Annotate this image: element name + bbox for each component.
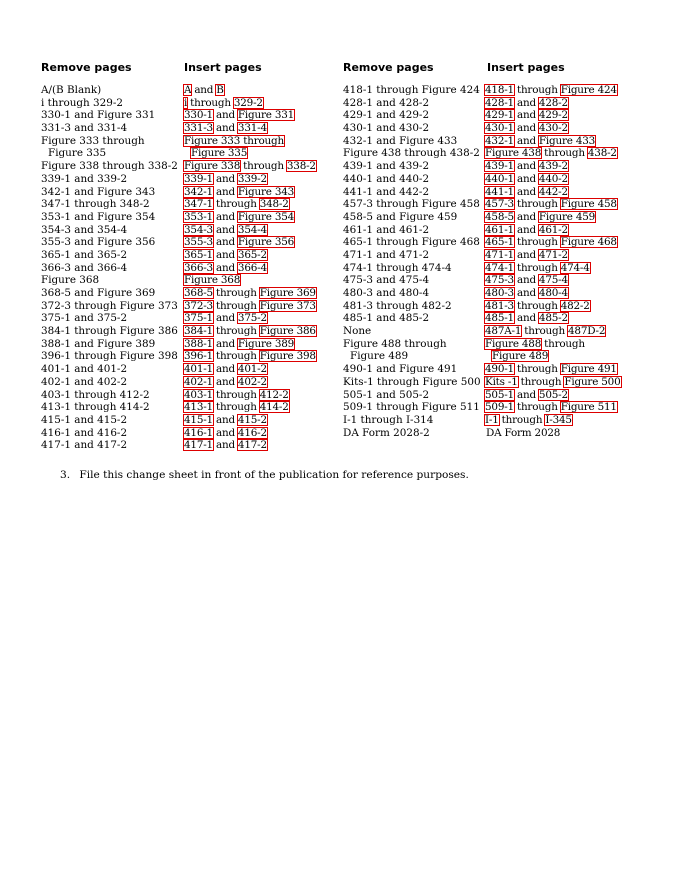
page-link[interactable]: Figure 468	[560, 236, 617, 249]
page-link[interactable]: 475-4	[538, 274, 568, 287]
page-link[interactable]: 439-1	[485, 160, 514, 173]
remove-pages-entry: 471-1 and 471-2	[343, 248, 430, 261]
connector-text: through	[215, 401, 257, 414]
remove-pages-entry: 428-1 and 428-2	[343, 96, 430, 109]
insert-pages-entry	[484, 427, 622, 440]
insert-pages-entry	[183, 224, 317, 237]
insert-pages-entry	[484, 262, 622, 275]
insert-pages-entry	[484, 376, 622, 389]
page-link[interactable]: 368-5	[184, 287, 213, 299]
insert-pages-entry	[484, 414, 622, 427]
remove-pages-entry: 430-1 and 430-2	[343, 122, 430, 135]
instruction-note	[60, 469, 469, 481]
page-link[interactable]: 475-3	[485, 274, 514, 287]
connector-text: and	[516, 96, 536, 109]
page-link[interactable]: 366-3	[184, 261, 213, 274]
connector-text: through	[215, 198, 257, 211]
page-link[interactable]: Figure 459	[538, 210, 596, 223]
page-link[interactable]: 401-1	[184, 363, 213, 376]
remove-pages-entry: 401-1 and 401-2	[41, 363, 128, 376]
page-link[interactable]: Figure 373	[259, 299, 316, 312]
right-insert-column	[484, 84, 622, 439]
remove-pages-entry: Figure 338 through 338-2	[41, 160, 178, 173]
remove-pages-entry: A/(B Blank)	[41, 84, 102, 96]
insert-pages-entry	[484, 224, 622, 237]
page-link[interactable]: Figure 386	[259, 325, 316, 338]
remove-pages-entry: None	[343, 325, 372, 338]
insert-pages-entry	[183, 414, 317, 427]
remove-pages-entry: 355-3 and Figure 356	[41, 236, 156, 249]
page-link[interactable]: 480-4	[538, 287, 568, 299]
connector-text: through	[524, 325, 565, 338]
connector-text: through	[516, 198, 558, 211]
page-link[interactable]: 442-2	[538, 185, 568, 198]
page-link[interactable]: 338-2	[286, 160, 316, 173]
page-link[interactable]: Figure 438	[485, 147, 542, 160]
page-link[interactable]: 375-2	[237, 312, 267, 325]
remove-pages-entry: 353-1 and Figure 354	[41, 210, 156, 223]
page-link[interactable]: 416-2	[237, 426, 267, 439]
page-link[interactable]: 342-1	[184, 185, 213, 198]
page-link[interactable]: Figure 331	[237, 109, 295, 122]
connector-text: and	[215, 109, 235, 122]
remove-pages-entry: 403-1 through 412-2	[41, 388, 150, 401]
remove-pages-entry: 416-1 and 416-2	[41, 426, 128, 439]
connector-text: and	[516, 185, 536, 198]
page-link[interactable]: Figure 458	[560, 198, 617, 211]
page-link[interactable]: 339-1	[184, 172, 213, 185]
page-link[interactable]: 412-2	[259, 388, 289, 401]
page-link[interactable]: 401-2	[237, 363, 267, 376]
insert-pages-header-left: Insert pages	[184, 61, 262, 74]
insert-pages-entry	[484, 122, 622, 135]
remove-pages-header-right: Remove pages	[343, 61, 434, 74]
remove-pages-entry: 331-3 and 331-4	[41, 122, 128, 135]
page-link[interactable]: 440-2	[538, 172, 568, 185]
page-link[interactable]: 415-1	[184, 413, 213, 426]
page-link[interactable]: 403-1	[184, 388, 213, 401]
connector-text: and	[215, 185, 235, 198]
connector-text: through	[516, 261, 558, 274]
remove-pages-entry: 347-1 through 348-2	[41, 198, 150, 211]
insert-pages-header-right: Insert pages	[487, 61, 565, 74]
connector-text: and	[215, 122, 235, 135]
remove-pages-entry: 375-1 and 375-2	[41, 312, 128, 325]
remove-pages-entry: 432-1 and Figure 433	[343, 134, 458, 147]
left-insert-column	[183, 84, 317, 452]
page-link[interactable]: 417-1	[184, 439, 213, 452]
remove-pages-entry: i through 329-2	[41, 96, 124, 109]
page-link[interactable]: 416-1	[184, 426, 213, 439]
connector-text: and	[516, 122, 536, 135]
page-link[interactable]: 331-3	[184, 122, 213, 135]
page-link[interactable]: 413-1	[184, 401, 213, 414]
remove-pages-entry: 490-1 and Figure 491	[343, 363, 458, 376]
connector-text: and	[516, 388, 536, 401]
page-link[interactable]: Figure 368	[184, 274, 241, 287]
insert-pages-entry	[484, 300, 622, 313]
page-link[interactable]: I-345	[545, 413, 572, 426]
page-link[interactable]: i	[184, 96, 188, 109]
insert-pages-entry	[484, 401, 622, 414]
remove-pages-entry: 342-1 and Figure 343	[41, 185, 156, 198]
page-link[interactable]: 482-2	[560, 299, 590, 312]
insert-pages-entry	[183, 84, 317, 97]
insert-pages-entry	[183, 312, 317, 325]
remove-pages-entry: Figure 488 through	[343, 337, 447, 350]
page-link[interactable]: 429-2	[538, 109, 568, 122]
insert-pages-entry	[183, 122, 317, 135]
page-link[interactable]: 471-2	[538, 248, 568, 261]
connector-text: and	[215, 261, 235, 274]
insert-pages-entry	[484, 135, 622, 148]
page-link[interactable]: 428-2	[538, 96, 568, 109]
connector-text: and	[516, 172, 536, 185]
insert-pages-entry	[183, 262, 317, 275]
insert-pages-entry	[484, 147, 622, 160]
insert-pages-entry	[484, 287, 622, 300]
page-link[interactable]: 330-1	[184, 109, 213, 122]
insert-pages-entry	[183, 135, 317, 148]
remove-pages-entry: 413-1 through 414-2	[41, 401, 150, 414]
insert-pages-entry	[484, 173, 622, 186]
page-link[interactable]: Figure 343	[237, 185, 295, 198]
remove-pages-entry: 509-1 through Figure 511	[343, 401, 480, 414]
remove-pages-entry: 481-3 through 482-2	[343, 299, 452, 312]
insert-pages-entry	[183, 211, 317, 224]
page-link[interactable]: 480-3	[485, 287, 514, 299]
page-link[interactable]: 348-2	[259, 198, 289, 211]
page-link[interactable]: 487A-1	[485, 325, 522, 338]
connector-text: through	[215, 388, 257, 401]
page-link[interactable]: Figure 333 through	[184, 134, 284, 147]
page-link[interactable]: Figure 369	[259, 287, 316, 299]
insert-pages-entry	[484, 350, 622, 363]
connector-text: and	[215, 375, 235, 388]
insert-pages-entry	[183, 186, 317, 199]
page-link[interactable]: 432-1	[485, 134, 514, 147]
page-link[interactable]: 354-4	[237, 223, 267, 236]
page-link[interactable]: 414-2	[259, 401, 289, 414]
remove-pages-entry: 384-1 through Figure 386	[41, 325, 178, 338]
page-link[interactable]: Figure 354	[237, 210, 295, 223]
page-link[interactable]: Figure 491	[560, 363, 617, 376]
remove-pages-entry: 396-1 through Figure 398	[41, 350, 178, 363]
connector-text: DA Form 2028	[486, 426, 561, 439]
connector-text: and	[215, 439, 235, 452]
instruction-text: File this change sheet in front of the publication for reference purposes.	[79, 469, 469, 481]
insert-pages-entry	[183, 376, 317, 389]
remove-pages-entry: Kits-1 through Figure 500	[343, 375, 481, 388]
connector-text: and	[215, 172, 235, 185]
connector-text: and	[215, 236, 235, 249]
connector-text: and	[215, 248, 235, 261]
remove-pages-entry: 465-1 through Figure 468	[343, 236, 480, 249]
connector-text: and	[516, 109, 536, 122]
page-link[interactable]: Figure 398	[259, 350, 316, 363]
page-link[interactable]: 355-3	[184, 236, 213, 249]
page-link[interactable]: 509-1	[485, 401, 514, 414]
connector-text: through	[516, 363, 558, 376]
insert-pages-entry	[484, 274, 622, 287]
connector-text: through	[516, 299, 558, 312]
page-link[interactable]: Figure 433	[538, 134, 596, 147]
connector-text: through	[516, 401, 558, 414]
remove-pages-entry: 402-1 and 402-2	[41, 375, 128, 388]
insert-pages-entry	[183, 97, 317, 110]
connector-text: through	[215, 350, 257, 363]
remove-pages-header-left: Remove pages	[41, 61, 132, 74]
page-link[interactable]: 465-1	[485, 236, 514, 249]
page-link[interactable]: B	[216, 84, 224, 96]
page-link[interactable]: 353-1	[184, 210, 213, 223]
page-link[interactable]: 402-1	[184, 375, 213, 388]
page-link[interactable]: 461-1	[485, 223, 514, 236]
connector-text: through	[501, 413, 543, 426]
page-link[interactable]: 339-2	[237, 172, 267, 185]
right-remove-column	[343, 84, 481, 439]
insert-pages-entry	[183, 389, 317, 402]
page-link[interactable]: 329-2	[233, 96, 263, 109]
insert-pages-entry	[183, 363, 317, 376]
connector-text: and	[215, 210, 235, 223]
connector-text: through	[243, 160, 284, 173]
remove-pages-entry: 485-1 and 485-2	[343, 312, 430, 325]
page-link[interactable]: 388-1	[184, 337, 213, 350]
insert-pages-entry	[484, 160, 622, 173]
page-link[interactable]: 428-1	[485, 96, 514, 109]
connector-text: and	[516, 223, 536, 236]
remove-pages-entry: 368-5 and Figure 369	[41, 287, 156, 299]
insert-pages-entry	[484, 338, 622, 351]
remove-pages-entry: 339-1 and 339-2	[41, 172, 128, 185]
remove-pages-entry: 457-3 through Figure 458	[343, 198, 480, 211]
page-link[interactable]: Figure 500	[564, 375, 621, 388]
remove-pages-entry: 388-1 and Figure 389	[41, 337, 156, 350]
insert-pages-entry	[183, 350, 317, 363]
remove-pages-entry: 415-1 and 415-2	[41, 413, 128, 426]
remove-pages-entry: 429-1 and 429-2	[343, 109, 430, 122]
remove-pages-entry: 330-1 and Figure 331	[41, 109, 156, 122]
page-link[interactable]: 384-1	[184, 325, 213, 338]
left-remove-column	[41, 84, 178, 452]
insert-pages-entry	[183, 338, 317, 351]
remove-pages-entry: 439-1 and 439-2	[343, 160, 430, 173]
page-link[interactable]: 375-1	[184, 312, 213, 325]
connector-text: and	[516, 160, 536, 173]
page-link[interactable]: 474-1	[485, 261, 514, 274]
page-link[interactable]: 461-2	[538, 223, 568, 236]
page-link[interactable]: Figure 356	[237, 236, 295, 249]
page-link[interactable]: 415-2	[237, 413, 267, 426]
insert-pages-entry	[484, 186, 622, 199]
remove-pages-entry: Figure 335	[48, 147, 107, 160]
insert-pages-entry	[484, 249, 622, 262]
connector-text: and	[516, 248, 536, 261]
page-link[interactable]: Figure 338	[184, 160, 241, 173]
connector-text: through	[215, 325, 257, 338]
insert-pages-entry	[484, 84, 622, 97]
page-link[interactable]: Figure 389	[237, 337, 295, 350]
connector-text: through	[516, 84, 558, 96]
remove-pages-entry: 440-1 and 440-2	[343, 172, 430, 185]
remove-pages-entry: Figure 368	[41, 274, 100, 287]
connector-text: and	[215, 363, 235, 376]
insert-pages-entry	[484, 211, 622, 224]
insert-pages-entry	[183, 325, 317, 338]
insert-pages-entry	[183, 173, 317, 186]
page-link[interactable]: 458-5	[485, 210, 514, 223]
page-link[interactable]: 474-4	[560, 261, 590, 274]
insert-pages-entry	[183, 160, 317, 173]
page-link[interactable]: 347-1	[184, 198, 213, 211]
insert-pages-entry	[183, 274, 317, 287]
page-link[interactable]: A	[184, 84, 192, 96]
insert-pages-entry	[183, 147, 317, 160]
insert-pages-entry	[484, 389, 622, 402]
remove-pages-entry: Figure 333 through	[41, 134, 145, 147]
connector-text: through	[520, 375, 562, 388]
page-link[interactable]: 365-1	[184, 248, 213, 261]
page-link[interactable]: 429-1	[485, 109, 514, 122]
connector-text: through	[544, 147, 585, 160]
connector-text: and	[194, 84, 214, 96]
connector-text: through	[215, 299, 257, 312]
connector-text: and	[516, 287, 536, 299]
page-link[interactable]: 487D-2	[568, 325, 606, 338]
page-link[interactable]: 505-2	[538, 388, 568, 401]
page-link[interactable]: 485-2	[538, 312, 568, 325]
remove-pages-entry: 372-3 through Figure 373	[41, 299, 178, 312]
page-link[interactable]: 505-1	[485, 388, 514, 401]
page-link[interactable]: Figure 488	[485, 337, 542, 350]
page-link[interactable]: 471-1	[485, 248, 514, 261]
remove-pages-entry: 365-1 and 365-2	[41, 248, 128, 261]
page-link[interactable]: 485-1	[485, 312, 514, 325]
page-link[interactable]: 354-3	[184, 223, 213, 236]
page-link[interactable]: 417-2	[237, 439, 267, 452]
page-link[interactable]: Figure 489	[492, 350, 549, 363]
page-link[interactable]: 430-2	[538, 122, 568, 135]
insert-pages-entry	[484, 325, 622, 338]
page-link[interactable]: 402-2	[237, 375, 267, 388]
connector-text: and	[215, 337, 235, 350]
page-link[interactable]: 440-1	[485, 172, 514, 185]
page-link[interactable]: 457-3	[485, 198, 514, 211]
insert-pages-entry	[484, 312, 622, 325]
insert-pages-entry	[484, 198, 622, 211]
connector-text: through	[215, 287, 257, 299]
insert-pages-entry	[183, 439, 317, 452]
connector-text: and	[516, 210, 536, 223]
remove-pages-entry: 474-1 through 474-4	[343, 261, 452, 274]
connector-text: and	[516, 134, 536, 147]
remove-pages-entry: 417-1 and 417-2	[41, 439, 128, 452]
page-link[interactable]: Figure 511	[560, 401, 617, 414]
page-link[interactable]: 331-4	[237, 122, 267, 135]
remove-pages-entry: 475-3 and 475-4	[343, 274, 430, 287]
connector-text: through	[516, 236, 558, 249]
page-link[interactable]: 430-1	[485, 122, 514, 135]
insert-pages-entry	[484, 236, 622, 249]
remove-pages-entry: I-1 through I-314	[343, 413, 434, 426]
page-link[interactable]: Figure 335	[191, 147, 248, 160]
connector-text: and	[215, 223, 235, 236]
insert-pages-entry	[484, 97, 622, 110]
remove-pages-entry: 354-3 and 354-4	[41, 223, 128, 236]
remove-pages-entry: 480-3 and 480-4	[343, 287, 430, 299]
connector-text: and	[516, 312, 536, 325]
remove-pages-entry: Figure 438 through 438-2	[343, 147, 480, 160]
page-link[interactable]: 418-1	[485, 84, 514, 96]
remove-pages-entry: 366-3 and 366-4	[41, 261, 128, 274]
page-link[interactable]: 439-2	[538, 160, 568, 173]
connector-text: and	[516, 274, 536, 287]
connector-text: and	[215, 426, 235, 439]
instruction-number: 3.	[60, 469, 71, 481]
insert-pages-entry	[183, 198, 317, 211]
page-link[interactable]: I-1	[485, 413, 499, 426]
remove-pages-entry: 505-1 and 505-2	[343, 388, 430, 401]
connector-text: and	[215, 312, 235, 325]
remove-pages-entry: DA Form 2028-2	[343, 426, 430, 439]
insert-pages-entry	[484, 109, 622, 122]
page-link[interactable]: 366-4	[237, 261, 267, 274]
insert-pages-entry	[183, 300, 317, 313]
page-link[interactable]: 441-1	[485, 185, 514, 198]
insert-pages-entry	[183, 287, 317, 300]
insert-pages-entry	[183, 249, 317, 262]
page-link[interactable]: Kits -1	[485, 375, 518, 388]
connector-text: through	[544, 337, 585, 350]
connector-text: through	[190, 96, 231, 109]
page-link[interactable]: Figure 424	[560, 84, 617, 96]
remove-pages-entry: 418-1 through Figure 424	[343, 84, 480, 96]
page-link[interactable]: 396-1	[184, 350, 213, 363]
insert-pages-entry	[183, 236, 317, 249]
remove-pages-entry: 458-5 and Figure 459	[343, 210, 458, 223]
insert-pages-entry	[183, 427, 317, 440]
remove-pages-entry: Figure 489	[350, 350, 409, 363]
page-link[interactable]: 365-2	[237, 248, 267, 261]
insert-pages-entry	[183, 109, 317, 122]
page-link[interactable]: 490-1	[485, 363, 514, 376]
page-link[interactable]: 481-3	[485, 299, 514, 312]
remove-pages-entry: 461-1 and 461-2	[343, 223, 430, 236]
connector-text: and	[215, 413, 235, 426]
insert-pages-entry	[484, 363, 622, 376]
page-link[interactable]: 438-2	[587, 147, 617, 160]
page-link[interactable]: 372-3	[184, 299, 213, 312]
remove-pages-entry: 441-1 and 442-2	[343, 185, 430, 198]
insert-pages-entry	[183, 401, 317, 414]
